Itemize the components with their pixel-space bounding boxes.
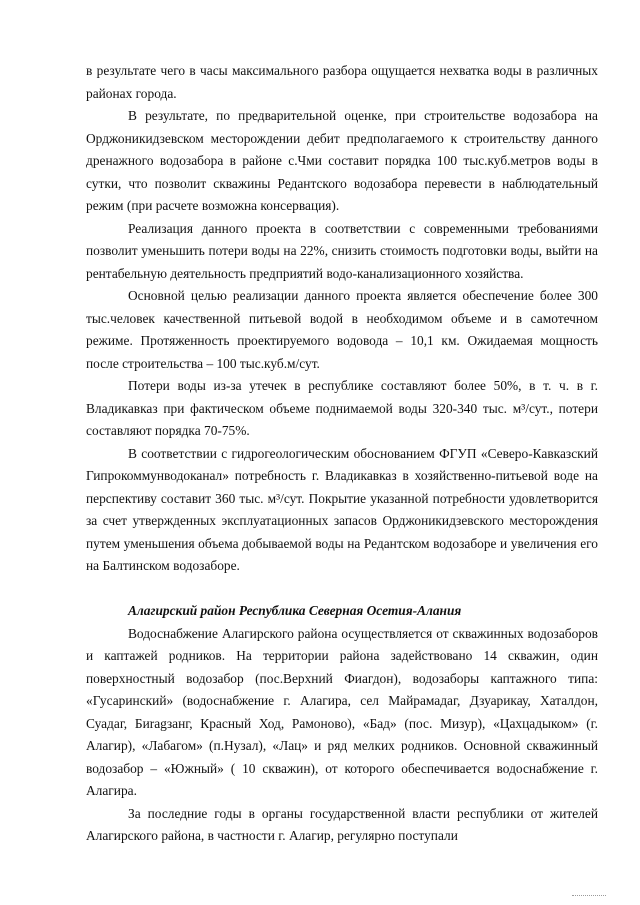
paragraph-2: В результате, по предварительной оценке, при строительстве водозабора на Орджоникидзевском месторождении дебит предполагаемого к строительству данного дренажного водозабора в районе с.Чми составит порядка 100 тыс.куб.метров воды в сутки, что позволит скважины Редантского водозабора перевести в наблюдательный режим (при расчете возможна консервация). bbox=[86, 108, 598, 213]
paragraph-4: Основной целью реализации данного проекта является обеспечение более 300 тыс.человек качественной питьевой водой в необходимом объеме и в самотечном режиме. Протяженность проектируемого водовода – 10,1 км. Ожидаемая мощность после строительства – 100 тыс.куб.м/сут. bbox=[86, 288, 598, 371]
section-spacer bbox=[86, 578, 598, 601]
paragraph-6: В соответствии с гидрогеологическим обоснованием ФГУП «Северо-Кавказский Гипрокоммунводоканал» потребность г. Владикавказ в хозяйственно-питьевой воде на перспективу составит 360 тыс. м³/сут. Покрытие указанной потребности удовлетворится за счет утвержденных эксплуатационных запасов Орджоникидзевского месторождения путем уменьшения объема добываемой воды на Редантском водозаборе и увеличения его на Балтинском водозаборе. bbox=[86, 445, 598, 573]
paragraph-5: Потери воды из-за утечек в республике составляют более 50%, в т. ч. в г. Владикавказ при фактическом объеме поднимаемой воды 320-340 тыс. м³/сут., потери составляют порядка 70-75%. bbox=[86, 378, 598, 438]
paragraph-3: Реализация данного проекта в соответствии с современными требованиями позволит уменьшить потери воды на 22%, снизить стоимость подготовки воды, выйти на рентабельную деятельность предприятий водо-канализационного хозяйства. bbox=[86, 220, 598, 281]
section-paragraph-2: За последние годы в органы государственной власти республики от жителей Алагирского района, в частности г. Алагир, регулярно поступали bbox=[86, 805, 598, 843]
section-paragraph-1: Водоснабжение Алагирского района осуществляется от скважинных водозаборов и каптажей родников. На территории района задействовано 14 скважин, один поверхностный водозабор (пос.Верхний Фиагдон), водозаборы каптажного типа: «Гусаринский» (водоснабжение г. Алагира, сел Майрамадаг, Дзуарикау, Хаталдон, Суадаг, Биragзанг, Красный Ход, Рамоново), «Бад» (пос. Мизур), «Цахцадыком» (г. Алагир), «Лабагом» (п.Нузал), «Лац» и ряд мелких родников. Основной скважинный водозабор – «Южный» ( 10 скважин), от которого обеспечивается водоснабжение г. Алагира. bbox=[86, 625, 598, 798]
paragraph-1: в результате чего в часы максимального разбора ощущается нехватка воды в различных районах города. bbox=[86, 63, 598, 101]
section-heading: Алагирский район Республика Северная Осетия-Алания bbox=[128, 603, 462, 618]
document-page bbox=[86, 60, 598, 848]
scan-artifact bbox=[572, 895, 606, 897]
